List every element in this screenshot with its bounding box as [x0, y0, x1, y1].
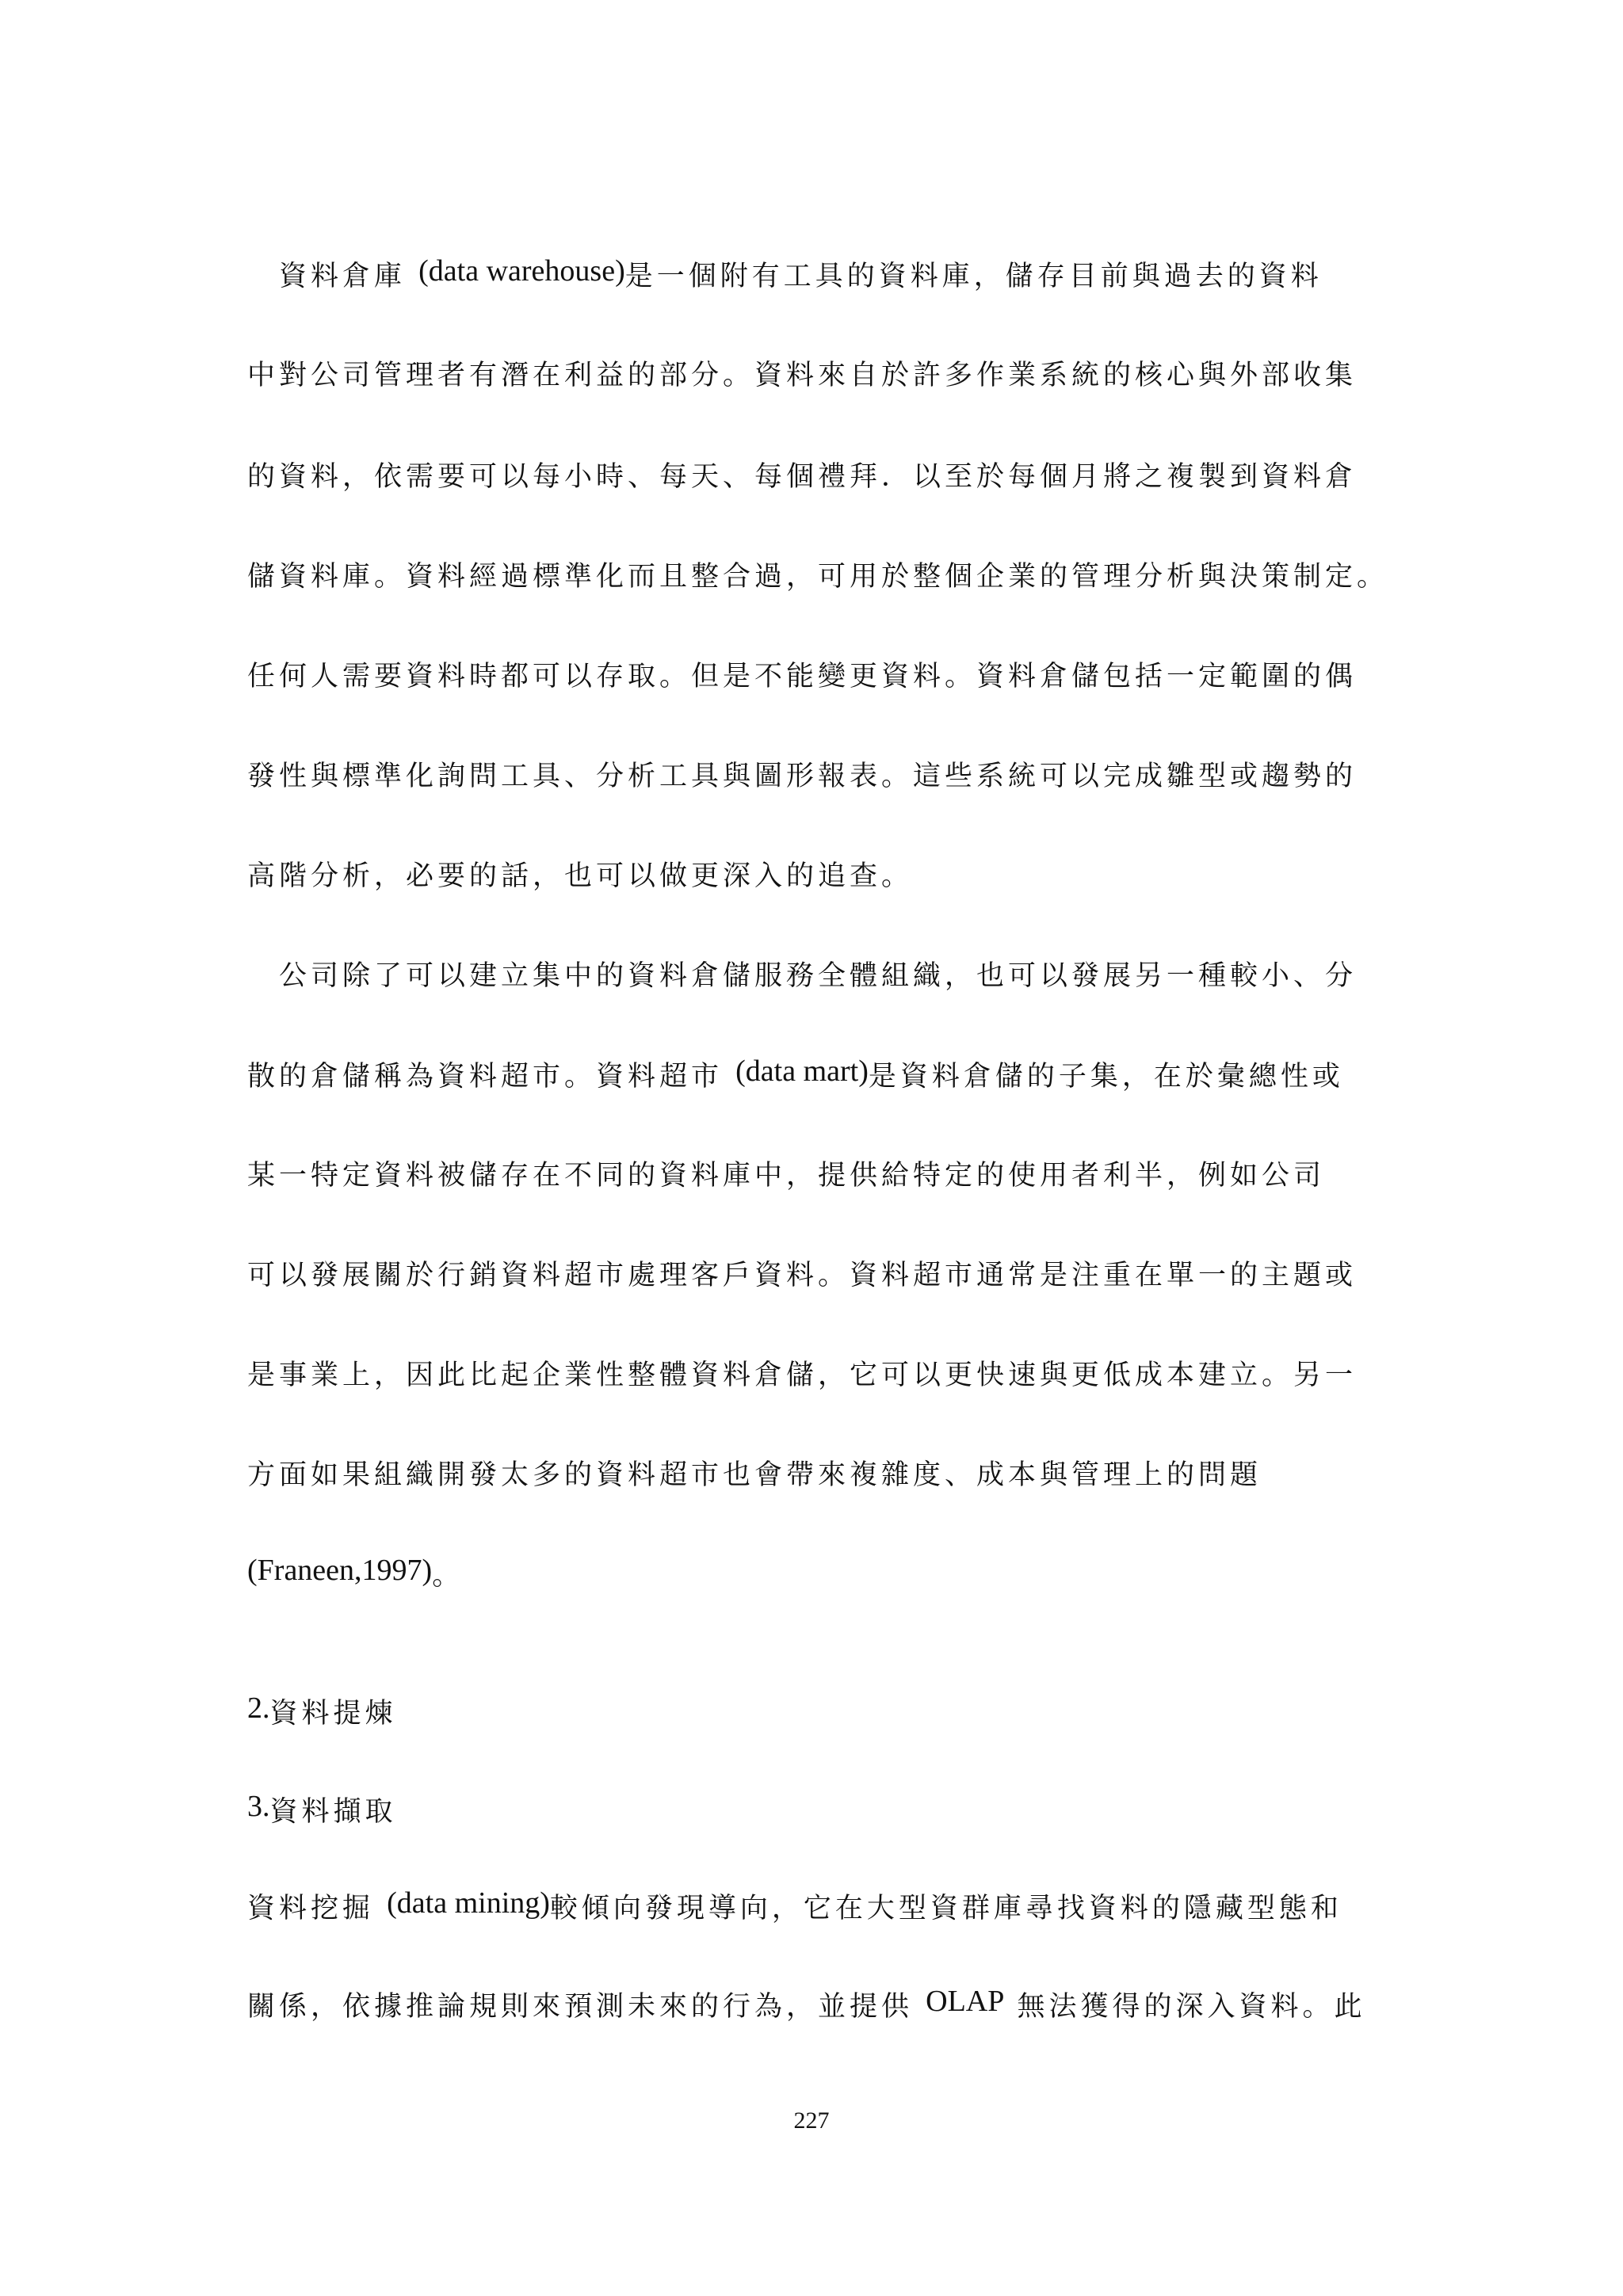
list-item-text: 資料擷取 [269, 1796, 397, 1828]
list-item-2 [247, 1691, 397, 1731]
paragraph1-line3: 的資料，依需要可以每小時、每天、每個禮拜．以至於每個月將之複製到資料倉 [247, 461, 1358, 493]
list-item-text: 資料提煉 [269, 1698, 397, 1730]
paragraph2-line4: 可以發展關於行銷資料超市處理客戶資料。資料超市通常是注重在單一的主題或 [247, 1260, 1358, 1291]
text-run: 無法獲得的深入資料。此 [1004, 1991, 1366, 2023]
list-number: 2. [247, 1691, 270, 1725]
paragraph1-line5: 任何人需要資料時都可以存取。但是不能變更資料。資料倉儲包括一定範圍的偶 [247, 661, 1358, 692]
list-item-3 [247, 1790, 397, 1829]
latin-run: OLAP [926, 1985, 1005, 2018]
latin-run: (data warehouse) [418, 254, 625, 288]
paragraph1-line2: 中對公司管理者有潛在利益的部分。資料來自於許多作業系統的核心與外部收集 [247, 360, 1358, 391]
text-run: 。 [432, 1560, 464, 1592]
paragraph2-line3: 某一特定資料被儲存在不同的資料庫中，提供給特定的使用者利半，例如公司 [247, 1160, 1326, 1192]
latin-run: (Franeen,1997) [247, 1554, 433, 1587]
list-number: 3. [247, 1790, 270, 1823]
paragraph1-line7: 高階分析，必要的話，也可以做更深入的追查。 [247, 860, 914, 892]
paragraph1-line4: 儲資料庫。資料經過標準化而且整合過，可用於整個企業的管理分析與決策制定。 [247, 561, 1389, 593]
text-run: 較傾向發現導向，它在大型資群庫尋找資料的隱藏型態和 [549, 1893, 1342, 1924]
latin-run: (data mart) [735, 1055, 869, 1088]
paragraph2-line2 [247, 1055, 1344, 1094]
text-run: 散的倉儲稱為資料超市。資料超市 [247, 1061, 736, 1093]
paragraph3-line2 [247, 1985, 1366, 2024]
paragraph2-line6: 方面如果組織開發太多的資料超市也會帶來複雜度、成本與管理上的問題 [247, 1459, 1262, 1491]
latin-run: (data mining) [387, 1886, 550, 1920]
text-run: 關係，依據推論規則來預測未來的行為，並提供 [247, 1991, 926, 2023]
page-number: 227 [793, 2107, 830, 2134]
paragraph2-line5: 是事業上，因此比起企業性整體資料倉儲，它可以更快速與更低成本建立。另一 [247, 1360, 1358, 1391]
text-run: 是資料倉儲的子集，在於彙總性或 [868, 1061, 1344, 1093]
text-run: 資料倉庫 [279, 261, 419, 292]
text-run: 是一個附有工具的資料庫，儲存目前與過去的資料 [624, 261, 1323, 292]
paragraph1-line1 [279, 254, 1323, 294]
paragraph2-line7 [247, 1554, 464, 1593]
paragraph2-line1: 公司除了可以建立集中的資料倉儲服務全體組織，也可以發展另一種較小、分 [279, 960, 1358, 992]
paragraph1-line6: 發性與標準化詢問工具、分析工具與圖形報表。這些系統可以完成雛型或趨勢的 [247, 761, 1358, 792]
text-run: 資料挖掘 [247, 1893, 388, 1924]
paragraph3-line1 [247, 1886, 1342, 1926]
